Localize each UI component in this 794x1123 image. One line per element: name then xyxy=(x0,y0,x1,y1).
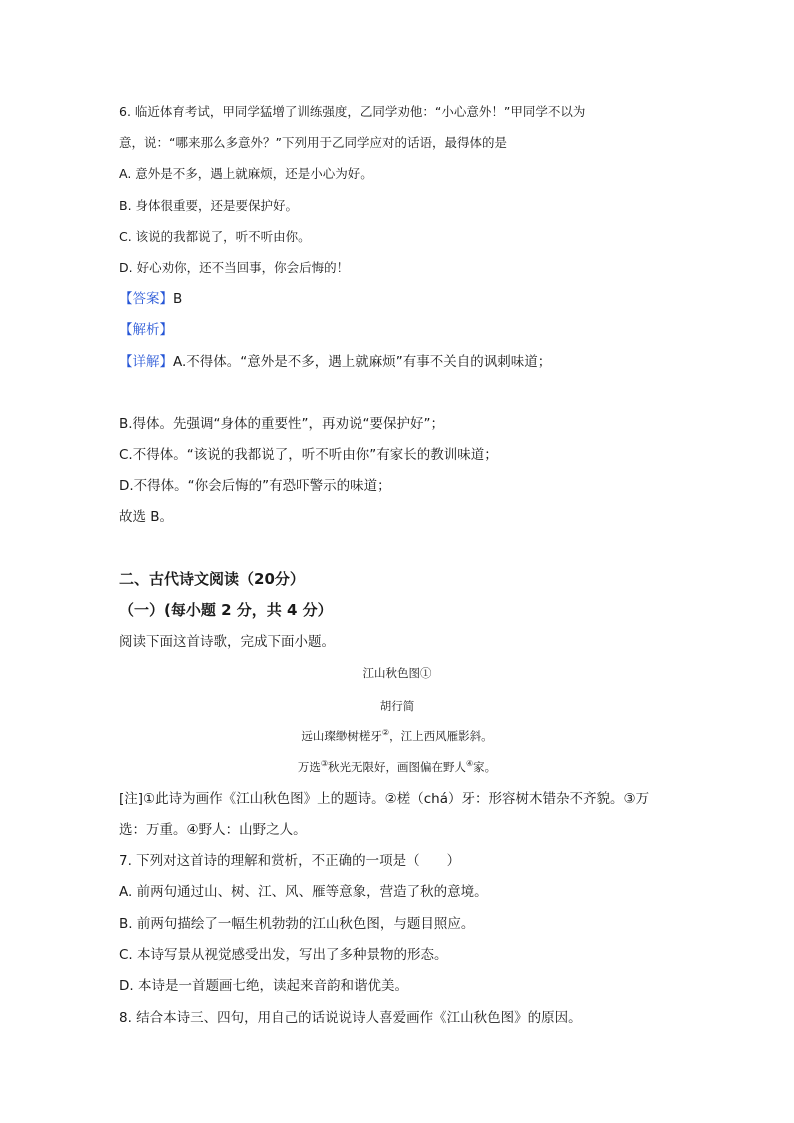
poem-title: 江山秋色图① xyxy=(362,666,432,680)
q6-option-c: C. 该说的我都说了，听不听由你。 xyxy=(119,229,311,244)
sub-section-heading: （一）(每小题 2 分，共 4 分） xyxy=(119,601,333,619)
q6-option-b: B. 身体很重要，还是要保护好。 xyxy=(119,198,299,213)
poem-author: 胡行简 xyxy=(379,699,415,713)
q6-option-d: D. 好心劝你，还不当回事，你会后悔的！ xyxy=(119,260,350,275)
analysis-label: 【解析】 xyxy=(119,322,173,338)
q6-explanation-c: C.不得体。“该说的我都说了，听不听由你”有家长的教训味道； xyxy=(119,447,498,463)
q8-stem: 8. 结合本诗三、四句，用自己的话说说诗人喜爱画作《江山秋色图》的原因。 xyxy=(119,1010,582,1026)
q7-option-d: D. 本诗是一首题画七绝，读起来音韵和谐优美。 xyxy=(119,978,408,994)
q6-option-a: A. 意外是不多，遇上就麻烦，还是小心为好。 xyxy=(119,166,373,181)
poem-notes-line1: [注]①此诗为画作《江山秋色图》上的题诗。②槎（chá）牙：形容树木错杂不齐貌。③万 xyxy=(119,791,650,807)
q7-option-b: B. 前两句描绘了一幅生机勃勃的江山秋色图，与题目照应。 xyxy=(119,916,475,932)
answer-label: 【答案】 xyxy=(119,291,173,307)
q6-conclusion: 故选 B。 xyxy=(119,509,174,525)
q7-option-c: C. 本诗写景从视觉感受出发，写出了多种景物的形态。 xyxy=(119,947,448,963)
answer-value: B xyxy=(173,291,183,307)
poem-line-2: 万选③秋光无限好，画图偏在野人④家。 xyxy=(297,759,497,774)
q7-stem: 7. 下列对这首诗的理解和赏析，不正确的一项是（ ） xyxy=(119,853,461,869)
detail-text: A.不得体。“意外是不多，遇上就麻烦”有事不关自的讽刺味道； xyxy=(173,354,552,370)
q6-explanation-d: D.不得体。“你会后悔的”有恐吓警示的味道； xyxy=(119,478,391,494)
section-heading: 二、古代诗文阅读（20分） xyxy=(119,570,305,588)
q6-detail xyxy=(119,352,551,372)
q6-explanation-b: B.得体。先强调“身体的重要性”，再劝说“要保护好”； xyxy=(119,416,445,432)
q7-option-a: A. 前两句通过山、树、江、风、雁等意象，营造了秋的意境。 xyxy=(119,884,488,900)
q6-stem-line1: 6. 临近体育考试，甲同学猛增了训练强度，乙同学劝他：“小心意外！”甲同学不以为 xyxy=(119,104,586,119)
q6-analysis xyxy=(119,320,173,340)
poem-notes-line2: 选：万重。④野人：山野之人。 xyxy=(119,822,307,838)
poem-instruction: 阅读下面这首诗歌，完成下面小题。 xyxy=(119,634,335,650)
detail-label: 【详解】 xyxy=(119,354,173,370)
poem-line-1: 远山璨缈树槎牙②，江上西风雁影斜。 xyxy=(301,728,493,743)
q6-answer xyxy=(119,289,182,309)
q6-stem-line2: 意，说：“哪来那么多意外？”下列用于乙同学应对的话语，最得体的是 xyxy=(119,135,507,150)
